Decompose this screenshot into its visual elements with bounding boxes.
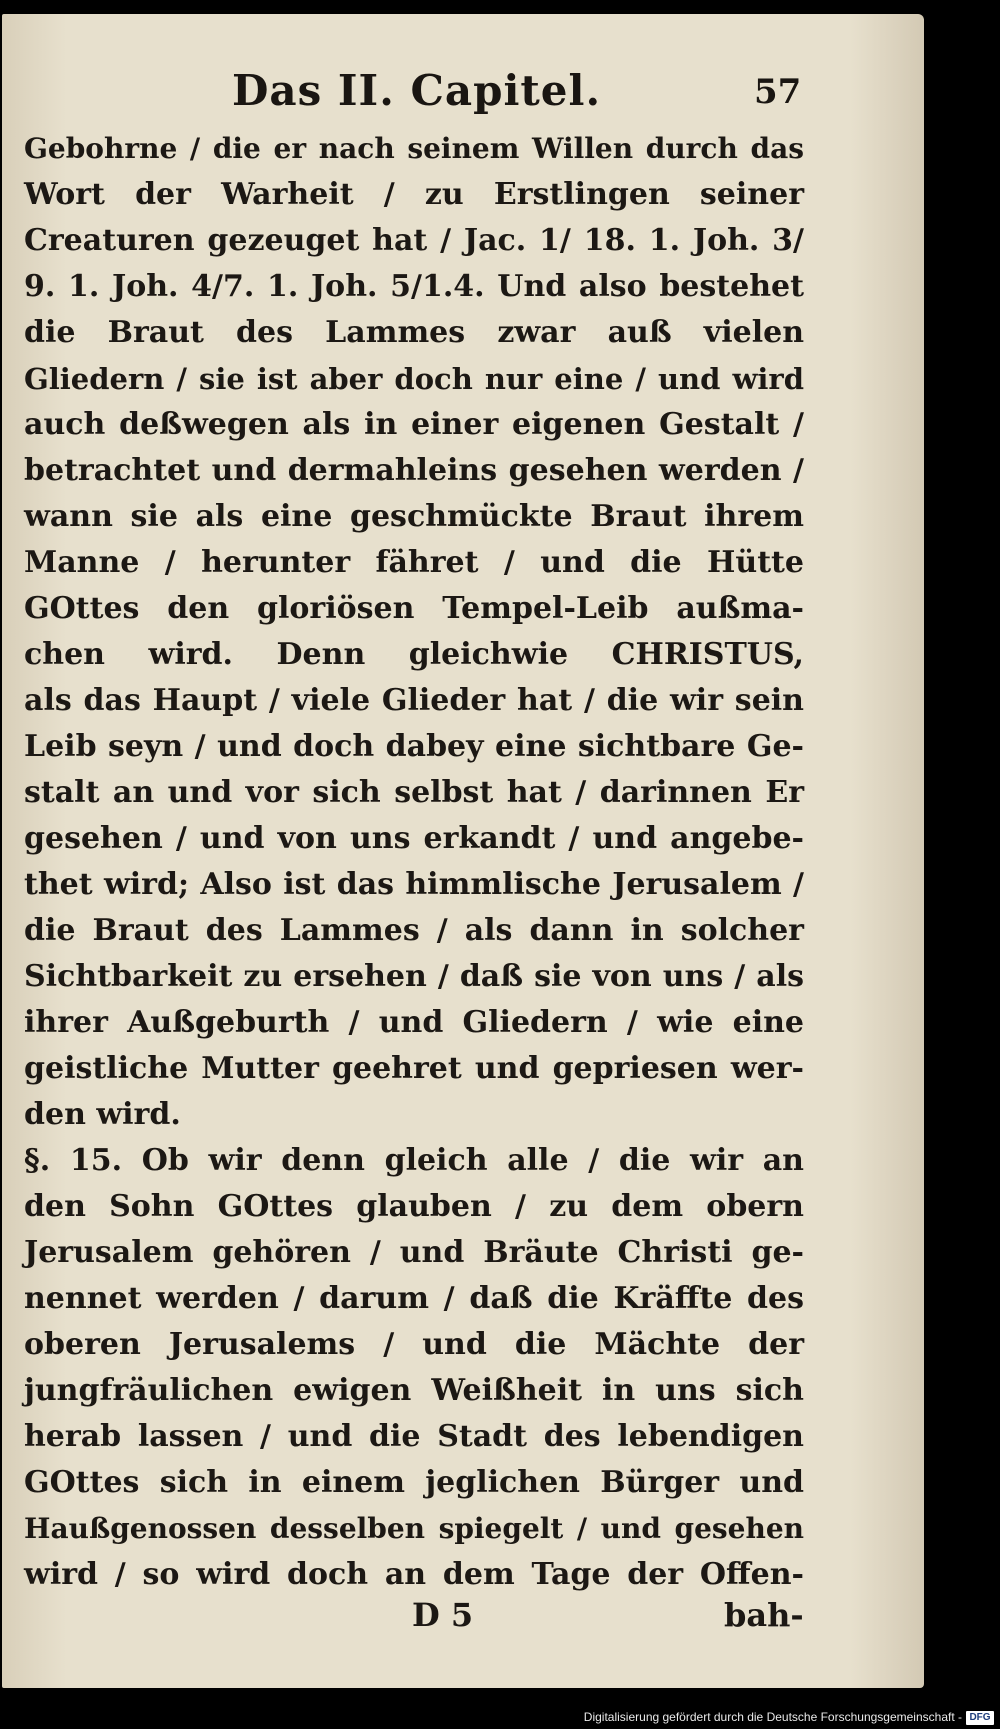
text-line: geistliche Mutter geehret und gepriesen wer- [24, 1051, 804, 1086]
text-line: die Braut des Lammes / als dann in solcher [24, 913, 804, 948]
running-head: Das II. Capitel. [232, 66, 602, 115]
dfg-logo: DFG [966, 1711, 994, 1725]
text-line: betrachtet und dermahleins gesehen werden / [24, 453, 804, 488]
text-line: Sichtbarkeit zu ersehen / daß sie von uns / als [24, 959, 804, 994]
text-line: Leib seyn / und doch dabey eine sichtbare Ge- [24, 729, 804, 764]
text-line: wann sie als eine geschmückte Braut ihrem [24, 499, 804, 534]
text-line: Manne / herunter fähret / und die Hütte [24, 545, 804, 580]
text-line: Haußgenossen desselben spiegelt / und gesehen [24, 1512, 804, 1545]
text-line: Wort der Warheit / zu Erstlingen seiner [24, 177, 804, 212]
text-line: oberen Jerusalems / und die Mächte der [24, 1327, 804, 1362]
text-line: §. 15. Ob wir denn gleich alle / die wir an [24, 1143, 804, 1178]
text-line: jungfräulichen ewigen Weißheit in uns sich [24, 1373, 804, 1408]
text-line: als das Haupt / viele Glieder hat / die wir sein [24, 683, 804, 718]
text-line: wird / so wird doch an dem Tage der Offen- [24, 1557, 804, 1592]
text-line: GOttes den gloriösen Tempel-Leib außma- [24, 591, 804, 626]
text-line: stalt an und vor sich selbst hat / darinnen Er [24, 775, 804, 810]
signature-mark: D 5 [412, 1596, 474, 1634]
text-line: gesehen / und von uns erkandt / und angebe- [24, 821, 804, 856]
digitization-credit [0, 1708, 1000, 1729]
page-header [2, 66, 924, 126]
book-page [2, 14, 924, 1688]
text-line: 9. 1. Joh. 4/7. 1. Joh. 5/1.4. Und also bestehet [24, 269, 804, 304]
text-line: Gebohrne / die er nach seinem Willen durch das [24, 132, 804, 165]
text-line: die Braut des Lammes zwar auß vielen [24, 315, 804, 350]
page-number: 57 [754, 72, 802, 112]
text-line: chen wird. Denn gleichwie CHRISTUS, [24, 637, 804, 672]
page-footer [2, 1596, 924, 1646]
text-line: auch deßwegen als in einer eigenen Gestalt / [24, 407, 804, 442]
text-line: ihrer Außgeburth / und Gliedern / wie eine [24, 1005, 804, 1040]
body-text [24, 126, 804, 1598]
text-line: Gliedern / sie ist aber doch nur eine / und wird [24, 362, 804, 396]
text-line: thet wird; Also ist das himmlische Jerusalem / [24, 867, 804, 902]
text-line: nennet werden / darum / daß die Kräffte des [24, 1281, 804, 1316]
text-line: den Sohn GOttes glauben / zu dem obern [24, 1189, 804, 1224]
text-line: Creaturen gezeuget hat / Jac. 1/ 18. 1. Joh. 3/ [24, 223, 804, 258]
credit-text: Digitalisierung gefördert durch die Deutsche Forschungsgemeinschaft - [583, 1710, 962, 1724]
text-line: GOttes sich in einem jeglichen Bürger und [24, 1465, 804, 1500]
text-line: herab lassen / und die Stadt des lebendigen [24, 1419, 804, 1454]
text-line: Jerusalem gehören / und Bräute Christi ge- [24, 1235, 804, 1270]
catchword: bah- [724, 1596, 804, 1634]
text-line: den wird. [24, 1097, 181, 1132]
